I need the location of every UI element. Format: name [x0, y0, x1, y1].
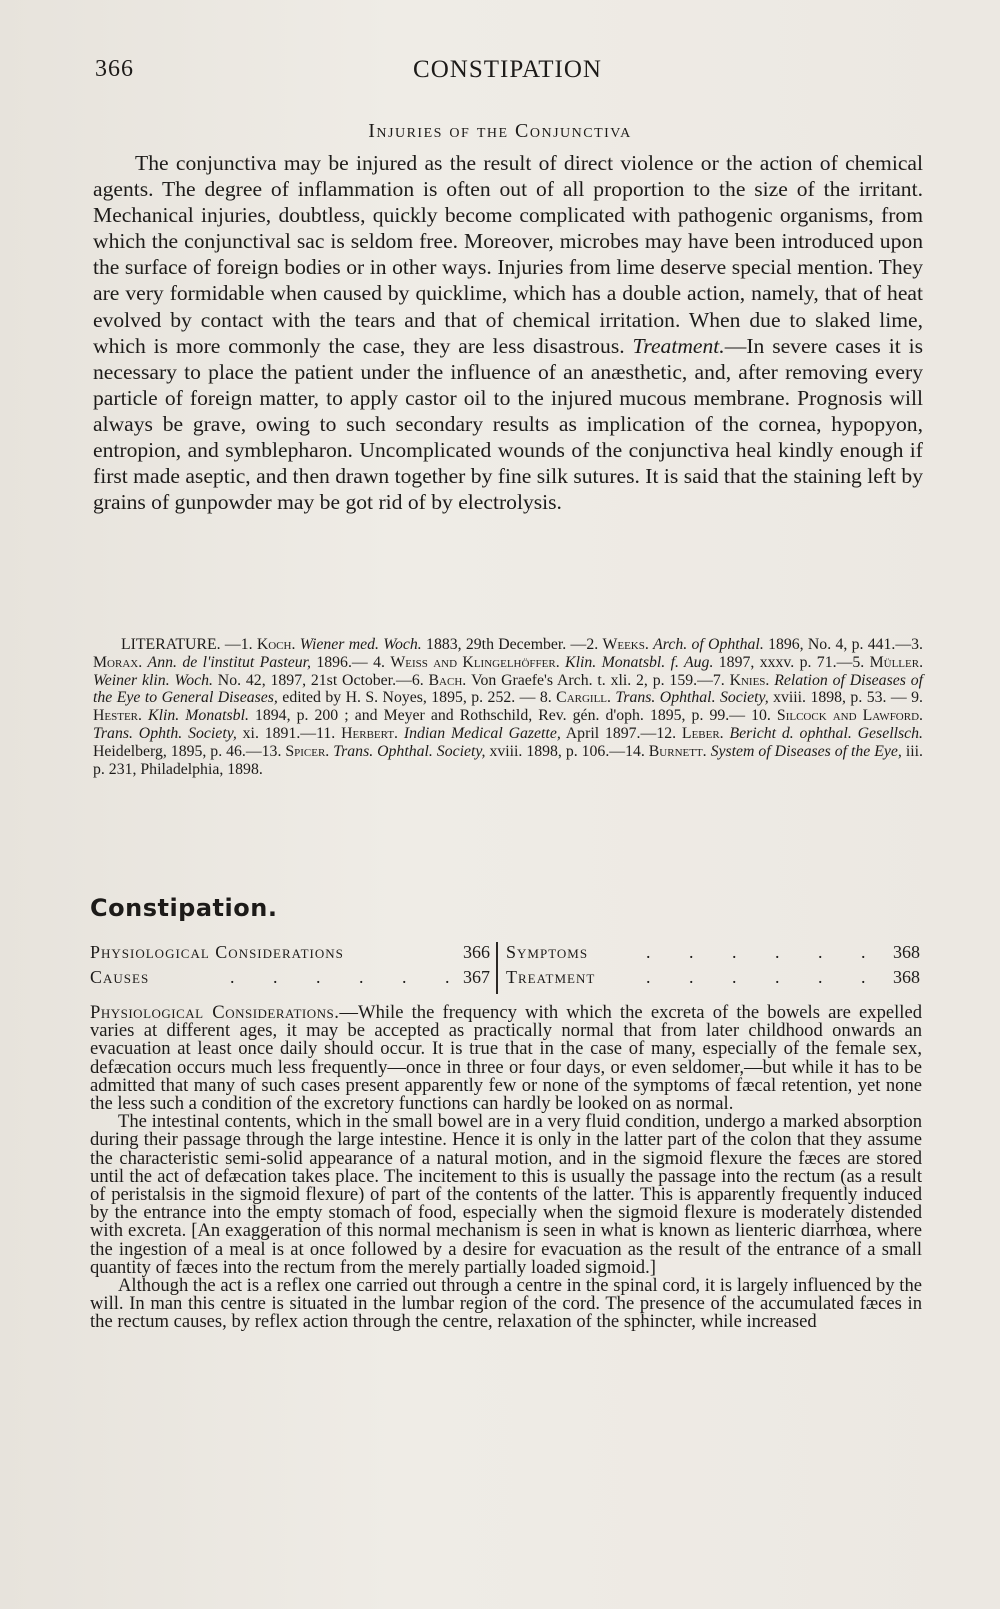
reference-author: Burnett. — [648, 742, 711, 760]
paragraph-text: —While the frequency with which the excreta of the bowels are expelled varies at different ages, it may be accepted as practically normal that from later childhood onwards an evacuation at least once daily should occur. It is true that in the case of many, especially of the female sex, defæcation occurs much less frequently—once in three or four days, or even seldomer,—but while it has to be admitted that many of such cases present apparently few or none of the symptoms of fæcal retention, yet none the less such a condition of the excretory functions can hardly be looked on as normal. — [90, 1002, 923, 1115]
reference-author: Weeks. — [602, 636, 654, 653]
reference-title: System of Diseases of the Eye, — [710, 742, 902, 760]
reference-number: — 8. — [515, 689, 557, 707]
reference-author: Leber. — [681, 724, 730, 742]
paragraph-intestinal-contents: The intestinal contents, which in the small bowel are in a very fluid condition, undergo a marked absorption during their passage through the large intestine. Hence it is only in the latter part of the colon that they assume the characteristic semi-solid appearance of a natural motion, and in the sigmoid flexure the fæces are stored until the act of defæcation takes place. The incitement to this is usually the passage into the rectum (as a result of peristalsis in the sigmoid flexure) of part of the contents of the latter. This is apparently frequently induced by the entrance into the empty stomach of food, especially when the sigmoid flexure is moderately distended with excreta. [An exaggeration of this normal mechanism is seen in what is known as lienteric diarrhœa, where the ingestion of a meal is at once followed by a desire for evacuation as the result of the entrance of a small quantity of fæces into the rectum from the merely partially loaded sigmoid.] — [90, 1111, 922, 1278]
reference-author: Müller. — [869, 653, 924, 671]
reference-author: Koch. — [256, 636, 300, 653]
reference-details: 1883, 29th December. — [421, 636, 567, 653]
reference-number: —1. — [220, 636, 257, 653]
reference-details: edited by H. S. Noyes, 1895, p. 252. — [277, 689, 516, 707]
reference-details: 1896. — [310, 653, 352, 671]
paragraph-text: The conjunctiva may be injured as the result of direct violence or the action of chemical agents. The degree of inflammation is often out of all proportion to the size of the irritant. Mechanical injuries, doubtless, quickly become complicated with pathogenic organisms, from which the conjunctival sac is seldom free. Moreover, microbes may have been introduced upon the surface of foreign bodies or in other ways. Injuries from lime deserve special mention. They are very formidable when caused by quicklime, which has a double action, namely, that of heat evolved by contact with the tears and that of chemical irritation. When due to slaked lime, which is more commonly the case, they are less disastrous. — [93, 151, 923, 358]
reference-title: Arch. of Ophthal. — [653, 636, 764, 653]
reference-title: Bericht d. ophthal. Gesellsch. — [729, 724, 923, 742]
reference-details: iii. p. 231, Philadelphia, 1898. — [93, 742, 923, 778]
reference-entry — [566, 636, 895, 653]
reference-author: Bach. — [428, 671, 472, 689]
contents-entry[interactable] — [90, 965, 490, 990]
contents-column-left — [90, 940, 490, 990]
reference-details: 1894, p. 200 ; and Meyer and Rothschild, Rev. gén. d'oph. 1895, p. 99. — [248, 707, 730, 725]
contents-entry-label: Symptoms — [506, 942, 589, 962]
contents-column-right — [506, 940, 920, 990]
reference-title: Trans. Ophthal. Society, — [333, 742, 486, 760]
reference-title: Trans. Ophthal. Society, — [615, 689, 769, 707]
contents-entry-label: Treatment — [506, 967, 596, 987]
reference-entry — [396, 672, 697, 689]
reference-number: — 9. — [886, 689, 923, 707]
reference-details: xviii. 1898, p. 53. — [768, 689, 887, 707]
reference-number: —14. — [609, 742, 649, 760]
reference-number: —2. — [566, 636, 603, 653]
contents-entry-page: 367 — [463, 967, 490, 987]
literature-references — [93, 636, 923, 778]
literature-label: LITERATURE. — [121, 636, 221, 653]
contents-entry-label: Physiological Considerations — [90, 942, 344, 962]
contents-entry[interactable] — [506, 965, 920, 990]
reference-number: —3. — [895, 636, 924, 653]
contents-entry-label: Causes — [90, 967, 150, 987]
reference-details: 1897, xxxv. p. 71. — [713, 653, 837, 671]
paragraph-text: —In severe cases it is necessary to place the patient under the influence of an anæsthetic, and, after removing every particle of foreign matter, to apply castor oil to the injured mucous membrane. Prognosis will always be grave, owing to such secondary results as implication of the cornea, hypopyon, entropion, and symblepharon. Uncomplicated wounds of the conjunctiva heal kindly enough if first made aseptic, and then drawn together by fine silk sutures. It is said that the staining left by grains of gunpowder may be got rid of by electrolysis. — [93, 333, 923, 515]
reference-number: — 4. — [351, 653, 391, 671]
reference-author: Hester. — [93, 707, 149, 725]
reference-details: No. 42, 1897, 21st October. — [212, 671, 397, 689]
page-header — [95, 56, 920, 88]
running-head: CONSTIPATION — [413, 56, 602, 83]
reference-number: —7. — [697, 671, 730, 689]
paragraph-physiological — [90, 1004, 922, 1113]
reference-title: Wiener med. Woch. — [299, 636, 422, 653]
reference-entry — [300, 725, 640, 742]
treatment-label: Treatment. — [632, 333, 725, 358]
reference-title: Indian Medical Gazette, — [403, 724, 561, 742]
reference-entry — [246, 743, 609, 760]
reference-number: —13. — [245, 742, 286, 760]
reference-title: Relation of Diseases of the Eye to General Diseases, — [93, 671, 924, 707]
section-title-constipation: Constipation. — [90, 894, 278, 922]
leader-dots: . . . . . . — [230, 967, 467, 987]
contents-entry-page: 368 — [893, 942, 920, 962]
contents-entry-page: 366 — [463, 942, 490, 962]
reference-number: —12. — [640, 724, 682, 742]
reference-title: Klin. Monatsbl. f. Aug. — [565, 653, 714, 671]
constipation-body — [90, 1004, 922, 1332]
paragraph-injuries — [93, 150, 923, 515]
reference-entry — [515, 689, 886, 706]
reference-author: Silcock and Lawford. — [776, 707, 923, 725]
page-number: 366 — [95, 56, 134, 82]
reference-author: Herbert. — [341, 724, 404, 742]
reference-title: Ann. de l'institut Pasteur, — [147, 653, 311, 671]
reference-author: Morax. — [93, 653, 148, 671]
section-contents — [90, 940, 920, 996]
reference-title: Klin. Monatsbl. — [148, 707, 249, 725]
reference-list — [93, 636, 923, 778]
contents-divider — [496, 942, 498, 994]
reference-number: —6. — [396, 671, 429, 689]
reference-details: xi. 1891. — [236, 724, 301, 742]
section-title-injuries: Injuries of the Conjunctiva — [368, 120, 632, 142]
reference-number: — 10. — [729, 707, 777, 725]
reference-author: Spicer. — [285, 742, 334, 760]
contents-entry[interactable] — [506, 940, 920, 965]
reference-details: xviii. 1898, p. 106. — [485, 742, 610, 760]
leader-dots: . . . . . . — [646, 942, 883, 962]
leader-dots: . . . . . . — [646, 967, 883, 987]
reference-title: Trans. Ophth. Society, — [93, 724, 237, 742]
reference-details: Heidelberg, 1895, p. 46. — [93, 742, 246, 760]
contents-entry[interactable] — [90, 940, 490, 965]
reference-author: Cargill. — [556, 689, 616, 707]
reference-entry — [221, 636, 567, 653]
reference-details: Von Graefe's Arch. t. xli. 2, p. 159. — [471, 671, 698, 689]
reference-number: —5. — [836, 653, 870, 671]
reference-details: April 1897. — [560, 724, 641, 742]
paragraph-reflex-act: Although the act is a reflex one carried out through a centre in the spinal cord, it is largely influenced by the will. In man this centre is situated in the lumbar region of the cord. The presence of the accumulated fæces in the rectum causes, by reflex action through the centre, relaxation of the sphincter, while increased — [90, 1275, 922, 1333]
reference-author: Knies. — [729, 671, 775, 689]
reference-number: —11. — [300, 724, 342, 742]
lead-in: Physiological Considerations. — [90, 1002, 340, 1023]
reference-details: 1896, No. 4, p. 441. — [763, 636, 896, 653]
contents-entry-page: 368 — [893, 967, 920, 987]
reference-entry — [352, 654, 837, 671]
reference-title: Weiner klin. Woch. — [93, 671, 213, 689]
reference-author: Weiss and Klingelhöffer. — [390, 653, 566, 671]
